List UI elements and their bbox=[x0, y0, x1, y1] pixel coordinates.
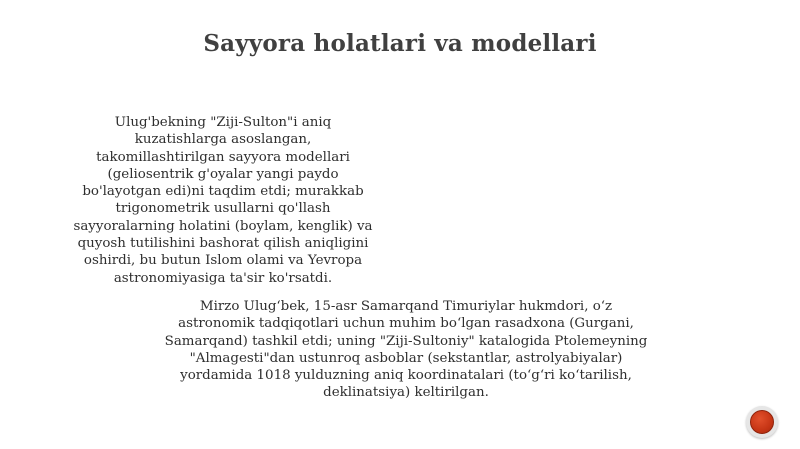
paragraph-mirzo-ulugbek: Mirzo Ulugʻbek, 15-asr Samarqand Timuriylar hukmdori, oʻz astronomik tadqiqotlari uchun muhim boʻlgan rasadxona (Gurgani, Samarqand) tashkil etdi; uning "Ziji-Sultoniy" katalogida Ptolemeyning "Almagesti"dan ustunroq asboblar (sekstantlar, astrolyabiyalar) yordamida 1018 yulduzning aniq koordinatalari (toʻgʻri koʻtarilish, deklinatsiya) keltirilgan. bbox=[164, 299, 648, 401]
circle-button-icon bbox=[750, 410, 774, 434]
slide-title: Sayyora holatlari va modellari bbox=[203, 30, 597, 57]
slide-nav-button[interactable] bbox=[746, 406, 778, 438]
paragraph-ziji-sulton: Ulug'bekning "Ziji-Sulton"i aniq kuzatishlarga asoslangan, takomillashtirilgan sayyora modellari (geliosentrik g'oyalar yangi paydo bo'layotgan edi)ni taqdim etdi; murakkab trigonometrik usullarni qo'llash sayyoralarning holatini (boylam, kenglik) va quyosh tutilishini bashorat qilish aniqligini oshirdi, bu butun Islom olami va Yevropa astronomiyasiga ta'sir ko'rsatdi. bbox=[73, 115, 373, 286]
